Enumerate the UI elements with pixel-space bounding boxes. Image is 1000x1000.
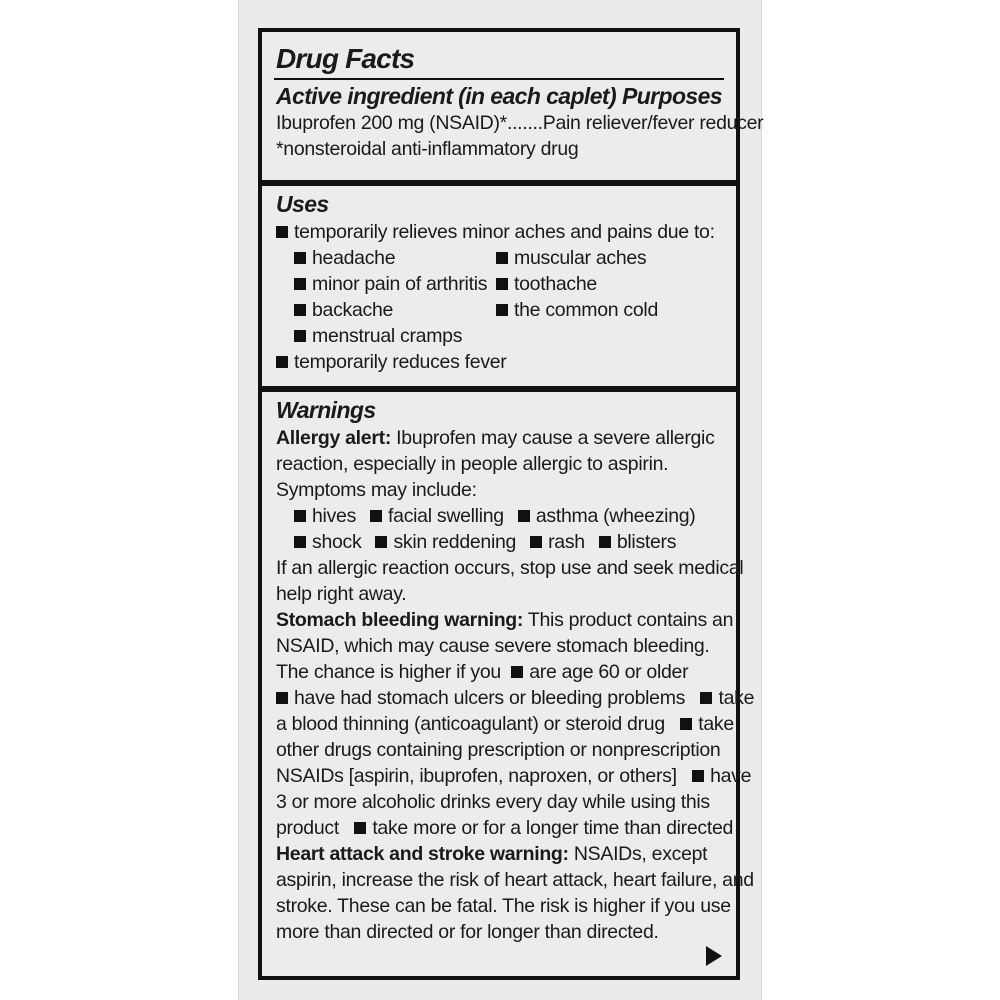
use-item: headache	[312, 247, 396, 269]
bullet-icon	[518, 510, 530, 522]
stomach-line-3	[276, 659, 722, 685]
stomach-text: This product contains an	[523, 609, 734, 631]
use-item: minor pain of arthritis	[312, 273, 488, 295]
heart-line-3: stroke. These can be fatal. The risk is higher if you use	[276, 895, 731, 917]
bullet-icon	[511, 666, 523, 678]
list-item	[294, 323, 496, 349]
bullet-icon	[496, 252, 508, 264]
symptom-text: hives	[312, 505, 357, 527]
drug-facts-panel	[258, 28, 764, 980]
symptom-item	[599, 529, 676, 555]
active-ingredient-heading: Active ingredient (in each caplet)	[276, 83, 617, 109]
symptoms-row-2	[294, 529, 722, 555]
stomach-text: a blood thinning (anticoagulant) or steroid drug	[276, 713, 665, 735]
uses-section	[262, 180, 736, 386]
symptom-text: skin reddening	[393, 531, 517, 553]
stomach-line-4	[276, 685, 755, 711]
symptom-item	[375, 529, 516, 555]
stomach-line-6: other drugs containing prescription or nonprescription	[276, 739, 721, 761]
stomach-text: have had stomach ulcers or bleeding problems	[294, 687, 686, 709]
uses-list	[294, 245, 722, 349]
symptom-text: rash	[548, 531, 585, 553]
continue-arrow-icon	[706, 946, 722, 966]
heart-warning-label: Heart attack and stroke warning:	[276, 843, 569, 865]
symptom-item	[530, 529, 585, 555]
bullet-icon	[692, 770, 704, 782]
symptom-text: asthma (wheezing)	[535, 505, 696, 527]
bullet-icon	[530, 536, 542, 548]
uses-intro-text: temporarily relieves minor aches and pains due to:	[294, 221, 715, 243]
list-item	[496, 245, 716, 271]
stomach-text: take	[718, 687, 755, 709]
bullet-icon	[276, 356, 288, 368]
active-ingredient-line: Ibuprofen 200 mg (NSAID)*.......Pain reliever/fever reducer	[276, 112, 764, 134]
symptoms-row-1	[294, 503, 722, 529]
list-item	[294, 271, 496, 297]
purposes-heading: Purposes	[621, 83, 722, 109]
heart-text: NSAIDs, except	[568, 843, 708, 865]
stomach-line-5	[276, 711, 734, 737]
list-item	[294, 297, 496, 323]
heart-line-4: more than directed or for longer than directed.	[276, 921, 659, 943]
symptom-item	[370, 503, 504, 529]
bullet-icon	[496, 278, 508, 290]
bullet-icon	[276, 692, 288, 704]
heart-line-2: aspirin, increase the risk of heart attack, heart failure, and	[276, 869, 754, 891]
uses-fever	[276, 349, 722, 375]
bullet-icon	[294, 330, 306, 342]
allergy-text: Ibuprofen may cause a severe allergic	[391, 427, 715, 449]
symptom-item	[518, 503, 696, 529]
allergy-line-5: help right away.	[276, 583, 407, 605]
stomach-text: are age 60 or older	[529, 661, 689, 683]
symptom-text: blisters	[616, 531, 677, 553]
symptom-text: shock	[312, 531, 362, 553]
symptom-item	[294, 529, 361, 555]
list-item	[496, 297, 716, 323]
uses-intro	[276, 219, 722, 245]
bullet-icon	[354, 822, 366, 834]
bullet-icon	[276, 226, 288, 238]
drug-facts-title: Drug Facts	[276, 43, 415, 74]
stomach-text: NSAIDs [aspirin, ibuprofen, naproxen, or others]	[276, 765, 677, 787]
uses-heading: Uses	[276, 191, 329, 217]
stomach-text: product	[276, 817, 339, 839]
use-item: the common cold	[514, 299, 658, 321]
symptom-item	[294, 503, 356, 529]
stomach-line-2: NSAID, which may cause severe stomach bleeding.	[276, 635, 710, 657]
stomach-line-9	[276, 815, 734, 841]
symptom-text: facial swelling	[388, 505, 504, 527]
stomach-line-1	[276, 607, 734, 633]
bullet-icon	[294, 278, 306, 290]
stomach-text: have	[710, 765, 752, 787]
bullet-icon	[294, 252, 306, 264]
use-item: muscular aches	[514, 247, 647, 269]
bullet-icon	[294, 510, 306, 522]
bullet-icon	[294, 536, 306, 548]
use-item: toothache	[514, 273, 597, 295]
bullet-icon	[294, 304, 306, 316]
title-rule	[274, 78, 724, 80]
stomach-text: take	[698, 713, 734, 735]
active-ingredient-section	[262, 32, 764, 180]
stomach-line-7	[276, 763, 752, 789]
stomach-text: take more or for a longer time than directed	[372, 817, 734, 839]
use-item: menstrual cramps	[312, 325, 463, 347]
allergy-alert-label: Allergy alert:	[276, 427, 392, 449]
use-item: backache	[312, 299, 394, 321]
heart-line-1	[276, 841, 722, 867]
allergy-line-2: reaction, especially in people allergic to aspirin.	[276, 453, 669, 475]
stomach-line-8: 3 or more alcoholic drinks every day while using this	[276, 791, 710, 813]
bullet-icon	[370, 510, 382, 522]
allergy-line-3: Symptoms may include:	[276, 479, 477, 501]
bullet-icon	[680, 718, 692, 730]
allergy-line-4: If an allergic reaction occurs, stop use and seek medical	[276, 557, 744, 579]
warnings-section	[262, 386, 755, 980]
stomach-text: The chance is higher if you	[276, 661, 501, 683]
bullet-icon	[496, 304, 508, 316]
list-item	[496, 271, 716, 297]
uses-fever-text: temporarily reduces fever	[294, 351, 507, 373]
list-item	[294, 245, 496, 271]
bullet-icon	[700, 692, 712, 704]
stomach-warning-label: Stomach bleeding warning:	[276, 609, 524, 631]
bullet-icon	[599, 536, 611, 548]
allergy-line-1	[276, 425, 722, 451]
bullet-icon	[375, 536, 387, 548]
warnings-heading: Warnings	[276, 397, 376, 423]
active-header-row	[276, 82, 722, 110]
nsaid-footnote: *nonsteroidal anti-inflammatory drug	[276, 138, 579, 160]
